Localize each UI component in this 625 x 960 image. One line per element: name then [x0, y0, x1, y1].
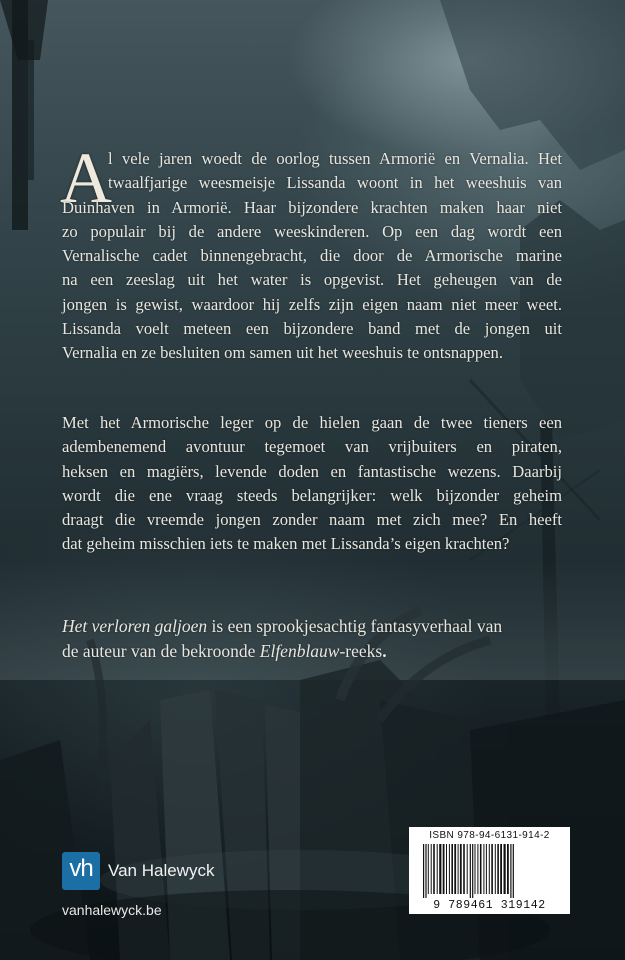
barcode-bar — [428, 844, 429, 894]
blurb-line: Lissanda voelt meteen een bijzondere band met de jongen uit — [62, 319, 562, 339]
barcode-bar — [472, 844, 473, 898]
barcode-bar — [513, 844, 514, 898]
barcode-bar — [439, 844, 441, 894]
barcode-bar — [477, 844, 478, 894]
barcode-bar — [423, 844, 424, 898]
blurb-line: Met het Armorische leger op de hielen gaan de twee tieners een — [62, 413, 562, 432]
barcode-bar — [433, 844, 435, 894]
publisher-name: Van Halewyck — [108, 861, 215, 880]
barcode-bar — [451, 844, 453, 894]
closing-period: . — [382, 641, 387, 661]
blurb-line: zo populair bij de andere weeskinderen. Op een dag wordt een — [62, 221, 562, 241]
barcode-bar — [500, 844, 502, 894]
closing-statement — [62, 614, 562, 664]
book-title: Het verloren galjoen — [62, 616, 208, 636]
barcode-bar — [467, 844, 468, 894]
barcode-bar — [510, 844, 511, 898]
blurb-line: Vernalische cadet binnengebracht, die door de Armorische marine — [62, 246, 562, 266]
barcode-bar — [454, 844, 456, 894]
barcode-bar — [431, 844, 432, 894]
barcode-bar — [460, 844, 462, 894]
blurb-line: adembenemend avontuur tegemoet van vrijbuiters en piraten, — [62, 437, 562, 457]
barcode-bar — [437, 844, 438, 894]
series-suffix: -reeks — [339, 641, 383, 661]
blurb-paragraph-2 — [62, 411, 562, 557]
blurb-line: heksen en magiërs, levende doden en fantastische wezens. Daarbij — [62, 461, 562, 481]
barcode-bar — [507, 844, 509, 894]
blurb-line: twaalfjarige weesmeisje Lissanda woont in het weeshuis van — [108, 173, 562, 193]
barcode-bar — [449, 844, 450, 894]
barcode-bar — [491, 844, 493, 894]
barcode-bar — [504, 844, 506, 894]
isbn-barcode — [409, 827, 570, 914]
barcode-bar — [446, 844, 447, 894]
blurb-paragraph-1 — [60, 138, 562, 366]
barcode-bar — [425, 844, 426, 898]
publisher-logo — [62, 852, 100, 890]
blurb-line: Duinhaven in Armorië. Haar bijzondere krachten maken haar niet — [62, 197, 562, 217]
blurb-line: wordt die ene vraag steeds belangrijker: welk bijzonder geheim — [62, 485, 562, 505]
barcode-bar — [486, 844, 487, 894]
isbn-label: ISBN 978-94-6131-914-2 — [429, 830, 550, 841]
barcode-bar — [489, 844, 490, 894]
barcode-bar — [483, 844, 484, 894]
barcode-bar — [495, 844, 496, 894]
drop-cap: A — [60, 138, 112, 218]
blurb-line: dat geheim misschien iets te maken met Lissanda’s eigen krachten? — [62, 534, 510, 554]
blurb-line: jongen is gewist, waardoor hij zelfs zijn eigen naam niet meer weet. — [62, 294, 562, 314]
barcode-bar — [443, 844, 445, 894]
barcode-bar — [463, 844, 465, 894]
blurb-line: l vele jaren woedt de oorlog tussen Armorië en Vernalia. Het — [108, 149, 562, 168]
barcode-bars — [421, 844, 561, 898]
blurb-line: na een zeeslag uit het water is opgevist. Het geheugen van de — [62, 270, 562, 290]
publisher-logo-text: vh — [69, 855, 93, 882]
publisher-website: vanhalewyck.be — [62, 902, 162, 918]
blurb-line: Vernalia en ze besluiten om samen uit het weeshuis te ontsnappen. — [62, 343, 503, 363]
barcode-bar — [480, 844, 482, 894]
barcode-bar — [497, 844, 499, 894]
barcode-bar — [475, 844, 476, 894]
closing-text-2: de auteur van de bekroonde — [62, 641, 260, 661]
barcode-bar — [458, 844, 459, 894]
ean-digits: 9 789461 319142 — [433, 899, 546, 912]
closing-text-1: is een sprookjesachtig fantasyverhaal van — [207, 616, 503, 636]
blurb-line: draagt die vreemde jongen zonder naam met zich mee? En heeft — [62, 510, 562, 530]
barcode-bar — [470, 844, 471, 898]
series-title: Elfenblauw — [259, 641, 340, 661]
